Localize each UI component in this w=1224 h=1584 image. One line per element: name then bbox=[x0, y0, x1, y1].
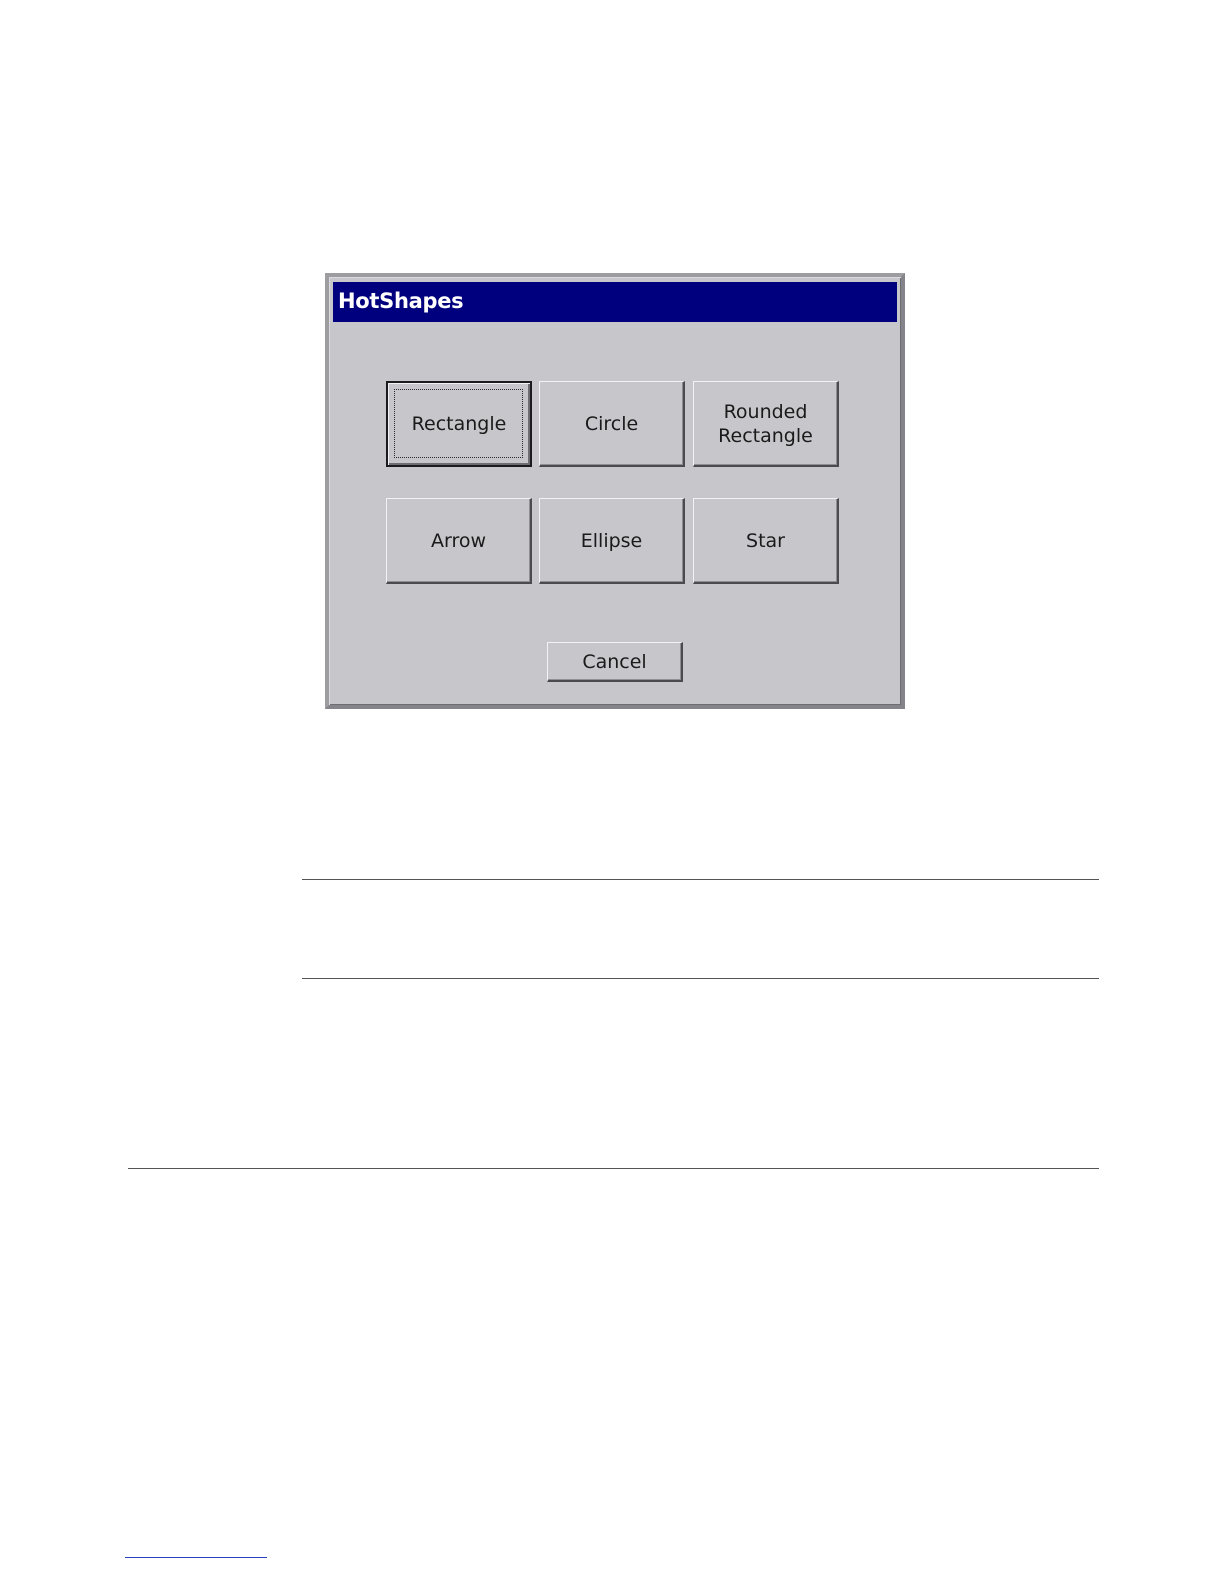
section-divider-rule bbox=[128, 1168, 1099, 1169]
circle-button[interactable] bbox=[539, 381, 685, 467]
dialog-title: HotShapes bbox=[338, 289, 464, 313]
rounded-rectangle-button[interactable] bbox=[693, 381, 839, 467]
rounded-rectangle-button-label: Rounded Rectangle bbox=[718, 400, 813, 447]
hotshapes-dialog bbox=[325, 273, 905, 709]
arrow-button[interactable] bbox=[386, 498, 532, 584]
dialog-titlebar bbox=[333, 282, 897, 322]
ellipse-button[interactable] bbox=[539, 498, 685, 584]
footnote-rule bbox=[125, 1557, 267, 1558]
arrow-button-label: Arrow bbox=[430, 529, 487, 552]
note-bottom-rule bbox=[302, 978, 1099, 979]
note-top-rule bbox=[302, 879, 1099, 880]
rectangle-button-label: Rectangle bbox=[411, 413, 507, 435]
star-button-label: Star bbox=[746, 529, 785, 552]
ellipse-button-label: Ellipse bbox=[580, 529, 643, 552]
rectangle-button[interactable] bbox=[386, 381, 532, 467]
star-button[interactable] bbox=[693, 498, 839, 584]
circle-button-label: Circle bbox=[584, 412, 639, 435]
cancel-button-label: Cancel bbox=[582, 650, 647, 673]
cancel-button[interactable] bbox=[547, 642, 683, 682]
